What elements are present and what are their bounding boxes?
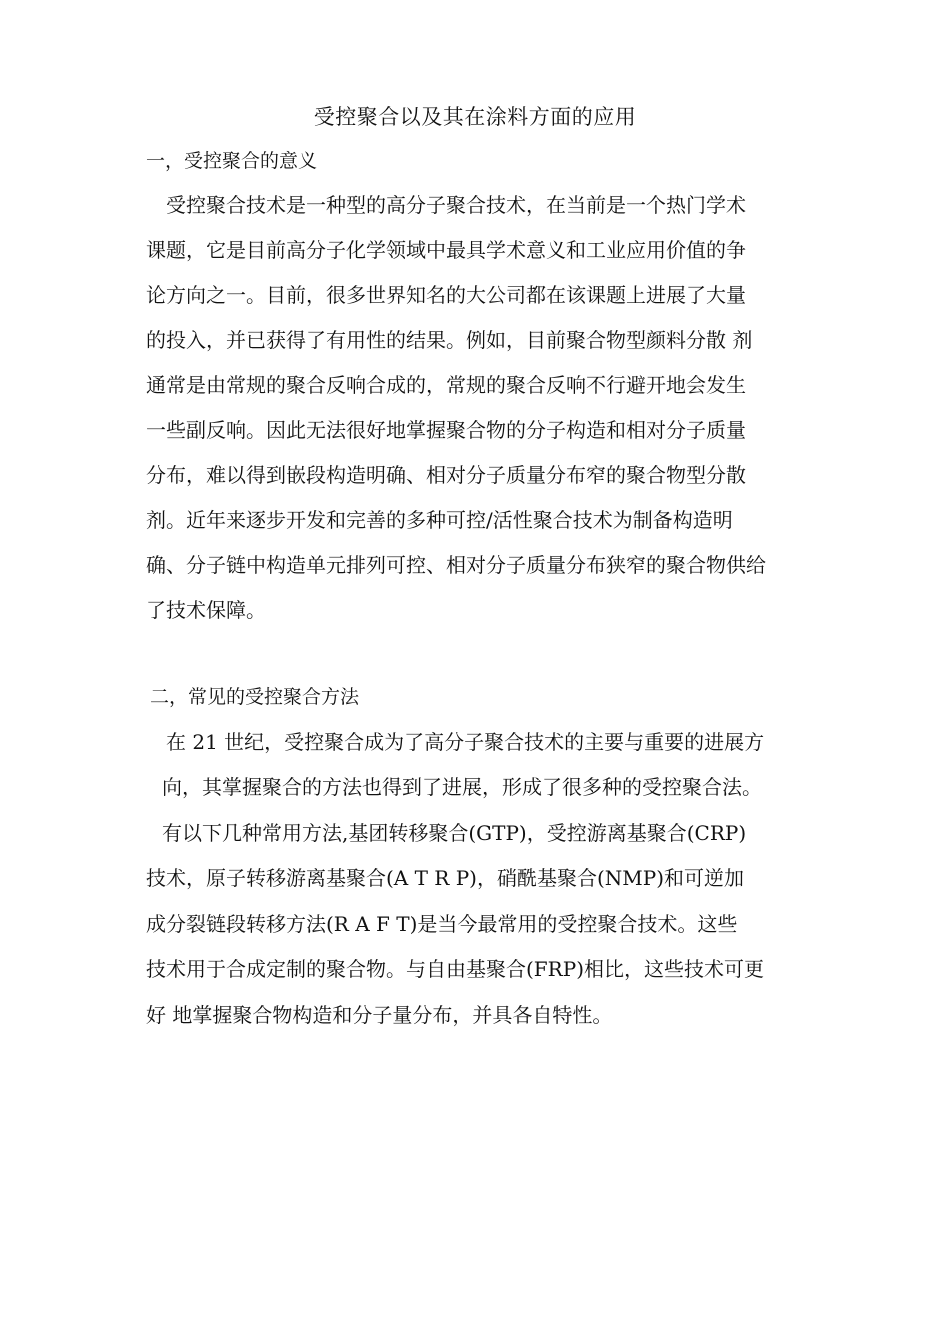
section-1-line: 课题，它是目前高分子化学领域中最具学术意义和工业应用价值的争	[146, 238, 746, 262]
section-2-line: 技术，原子转移游离基聚合(A T R P)，硝酰基聚合(NMP)和可逆加	[146, 866, 745, 890]
section-1-line: 剂。近年来逐步开发和完善的多种可控/活性聚合技术为制备构造明	[146, 508, 733, 532]
section-2-line: 好 地掌握聚合物构造和分子量分布，并具各自特性。	[146, 1003, 613, 1027]
section-2-line: 在 21 世纪，受控聚合成为了高分子聚合技术的主要与重要的进展方	[166, 730, 765, 754]
section-2-line: 向，其掌握聚合的方法也得到了进展，形成了很多种的受控聚合法。	[162, 775, 762, 799]
section-2-heading: 二，常见的受控聚合方法	[150, 686, 360, 708]
section-1-line: 受控聚合技术是一种型的高分子聚合技术，在当前是一个热门学术	[166, 193, 746, 217]
section-1-line: 论方向之一。目前，很多世界知名的大公司都在该课题上进展了大量	[146, 283, 746, 307]
section-1-heading: 一，受控聚合的意义	[146, 150, 318, 172]
section-1-line: 了技术保障。	[146, 598, 266, 622]
section-1-line: 通常是由常规的聚合反响合成的，常规的聚合反响不行避开地会发生	[146, 373, 746, 397]
section-1-line: 一些副反响。因此无法很好地掌握聚合物的分子构造和相对分子质量	[146, 418, 746, 442]
section-1-line: 确、分子链中构造单元排列可控、相对分子质量分布狭窄的聚合物供给	[146, 553, 766, 577]
section-1-line: 的投入，并已获得了有用性的结果。例如，目前聚合物型颜料分散 剂	[146, 328, 753, 352]
section-2-line: 技术用于合成定制的聚合物。与自由基聚合(FRP)相比，这些技术可更	[146, 957, 764, 981]
section-2-line: 成分裂链段转移方法(R A F T)是当今最常用的受控聚合技术。这些	[146, 912, 738, 936]
section-1-line: 分布，难以得到嵌段构造明确、相对分子质量分布窄的聚合物型分散	[146, 463, 746, 487]
section-2-line: 有以下几种常用方法,基团转移聚合(GTP)，受控游离基聚合(CRP)	[162, 821, 747, 845]
document-title: 受控聚合以及其在涂料方面的应用	[313, 105, 637, 129]
